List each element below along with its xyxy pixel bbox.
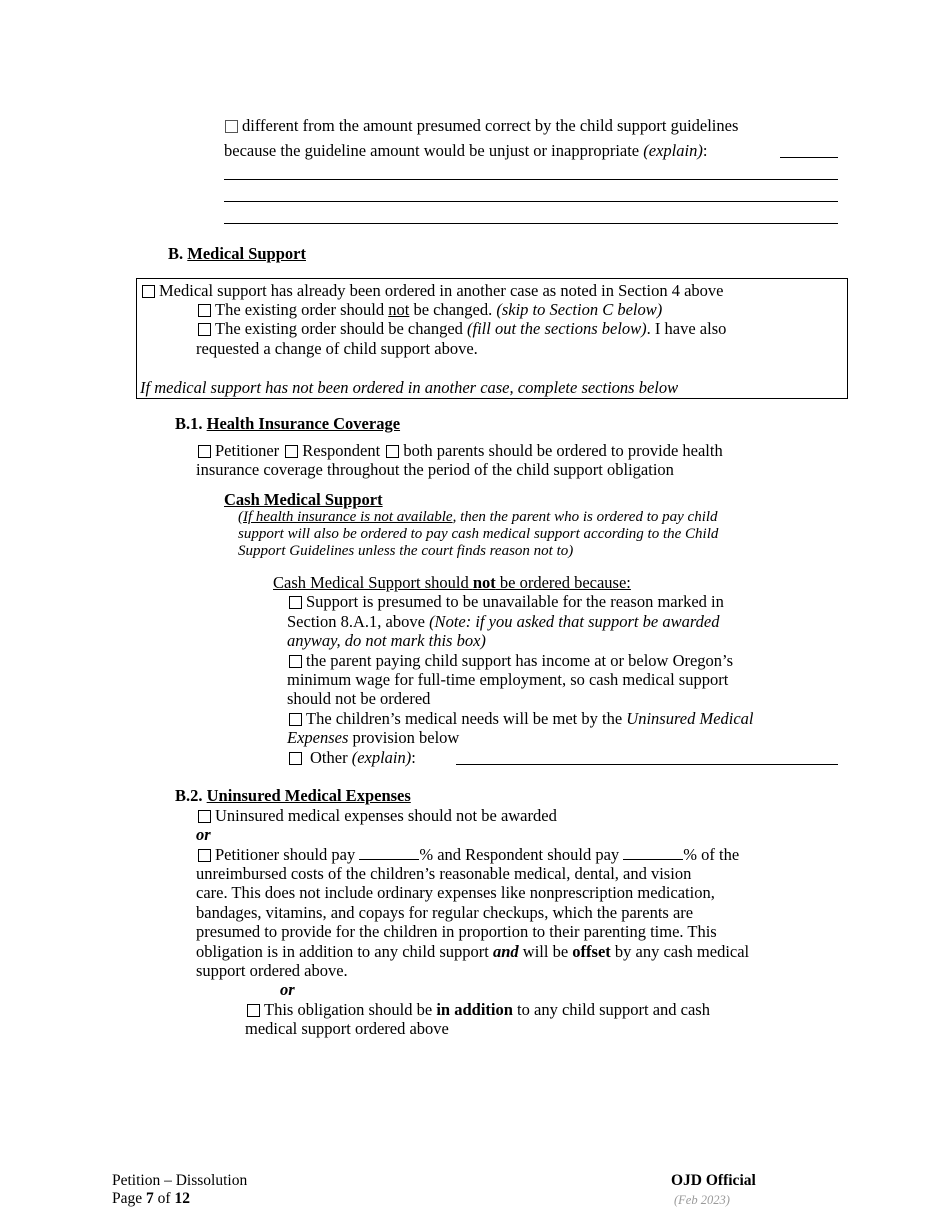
b2-percent-checkbox[interactable] [198,849,211,862]
b2-addition-checkbox[interactable] [247,1004,260,1017]
b2-q1a: This obligation should be [264,1000,437,1019]
reason-3-text-c: Expenses [287,728,349,747]
page-of: of [153,1190,175,1207]
reason-3-checkbox[interactable] [289,713,302,726]
deviation-explain-label: (explain) [643,141,703,160]
reason-1-line-1 [289,592,724,612]
respondent-percent-blank[interactable] [623,845,683,860]
because-c: be ordered because: [495,573,631,592]
petitioner-percent-blank[interactable] [359,845,419,860]
b1-heading [175,414,400,434]
b2-percent-line [198,845,739,865]
cash-note-paren: ( [238,509,243,525]
reason-3-text-b: Uninsured Medical [626,709,754,728]
b2-p6c: will be [518,942,573,961]
opt1-text-b: not [388,300,410,319]
reason-3-line-2 [287,728,459,748]
reason-1-text-b: Section 8.A.1, above [287,612,430,631]
b2-p3: care. This does not include ordinary expenses like nonprescription medication, [196,883,715,902]
deviation-explain-blank[interactable] [780,157,838,158]
reason-1-text-a: Support is presumed to be unavailable for the reason marked in [306,592,724,611]
cash-note-1 [238,509,718,527]
already-ordered-checkbox[interactable] [142,285,155,298]
explain-line-1[interactable] [224,179,838,180]
explain-line-2[interactable] [224,201,838,202]
deviation-text-1: different from the amount presumed correct by the child support guidelines [242,116,739,135]
cash-note-3: Support Guidelines unless the court finds reason not to) [238,543,574,559]
b1-respondent-checkbox[interactable] [285,445,298,458]
opt1-text-c: be changed. [409,300,497,319]
box-option-1 [198,300,662,320]
reason-4-line [289,748,416,768]
reason-1-line-2 [287,612,719,632]
cash-note-rest: , then the parent who is ordered to pay child [452,509,718,525]
section-b-title: Medical Support [187,244,306,263]
b2-p1c: % of the [683,845,740,864]
deviation-text-2: because the guideline amount would be unjust or inappropriate [224,141,644,160]
section-b-prefix: B. [168,244,188,263]
cash-note-2: support will also be ordered to pay cash medical support according to the Child [238,526,719,542]
reason-2-line-1 [289,651,733,671]
reason-1-line-3: anyway, do not mark this box) [287,631,486,650]
opt1-text-d: (skip to Section C below) [496,300,663,319]
b2-title: Uninsured Medical Expenses [206,786,411,805]
opt2-text-a: The existing order should be changed [215,319,468,338]
box-note: If medical support has not been ordered in another case, complete sections below [140,378,679,397]
because-b: not [472,573,496,592]
footer-date: (Feb 2023) [674,1193,730,1207]
b2-not-awarded-text: Uninsured medical expenses should not be awarded [215,806,557,825]
b2-prefix: B.2. [175,786,207,805]
opt2-text-c: . I have also [646,319,727,338]
reason-4-other: Other [310,748,352,767]
reason-2-text-a: the parent paying child support has income at or below Oregon’s [306,651,734,670]
reason-4-blank[interactable] [456,764,838,765]
page-label: Page [112,1190,147,1207]
b2-p6b: and [492,942,519,961]
reason-1-text-c: (Note: if you asked that support be awarded [429,612,720,631]
b2-p2: unreimbursed costs of the children’s reasonable medical, dental, and vision [196,864,692,883]
b2-heading [175,786,411,806]
b1-line-2: insurance coverage throughout the period of the child support obligation [196,460,674,479]
b2-p1a: Petitioner should pay [215,845,360,864]
cash-because-line [273,573,631,593]
box-option-2 [198,319,726,339]
b2-p4: bandages, vitamins, and copays for regular checkups, which the parents are [196,903,694,922]
b2-p6d: offset [572,942,611,961]
b2-p5: presumed to provide for the children in proportion to their parenting time. This [196,922,717,941]
b2-p7: support ordered above. [196,961,348,980]
b1-both-checkbox[interactable] [386,445,399,458]
b1-petitioner-label: Petitioner [215,441,280,460]
footer-doc-title: Petition – Dissolution [112,1172,248,1189]
not-changed-checkbox[interactable] [198,304,211,317]
b1-both-label: both parents should be ordered to provide health [403,441,723,460]
b2-addition-line-1 [247,1000,710,1020]
reason-1-checkbox[interactable] [289,596,302,609]
b2-or-2: or [280,980,295,999]
b2-p6a: obligation is in addition to any child support [196,942,493,961]
b2-or-1: or [196,825,211,844]
deviation-checkbox[interactable] [225,120,238,133]
deviation-colon: : [702,141,708,160]
reason-3-text-d: provision below [348,728,460,747]
b2-p6e: by any cash medical [610,942,750,961]
reason-3-text-a: The children’s medical needs will be met by the [306,709,627,728]
reason-2-checkbox[interactable] [289,655,302,668]
explain-line-3[interactable] [224,223,838,224]
b2-addition-line-2: medical support ordered above [245,1019,449,1038]
page-number: 7 [146,1190,154,1207]
footer-official: OJD Official [671,1172,756,1189]
reason-4-checkbox[interactable] [289,752,302,765]
box-option-2-cont: requested a change of child support above. [196,339,478,358]
opt2-text-b: (fill out the sections below) [467,319,647,338]
b2-p6 [196,942,749,962]
deviation-line-2 [224,141,707,161]
reason-4-colon: : [411,748,416,767]
b1-line-1 [198,441,723,461]
b1-petitioner-checkbox[interactable] [198,445,211,458]
footer-page [112,1190,190,1208]
reason-2-line-2: minimum wage for full-time employment, so cash medical support [287,670,729,689]
b1-respondent-label: Respondent [302,441,381,460]
b1-title: Health Insurance Coverage [206,414,401,433]
b2-p1b: % and Respondent should pay [419,845,624,864]
reason-3-line-1 [289,709,754,729]
b2-q1c: to any child support and cash [512,1000,710,1019]
already-ordered-text: Medical support has already been ordered in another case as noted in Section 4 above [159,281,724,300]
because-a: Cash Medical Support should [273,573,473,592]
page-total: 12 [174,1190,190,1207]
b1-prefix: B.1. [175,414,207,433]
reason-2-line-3: should not be ordered [287,689,431,708]
cash-note-underlined: If health insurance is not available [243,509,453,525]
b2-q1b: in addition [436,1000,513,1019]
cash-heading: Cash Medical Support [224,490,383,509]
box-line-1 [142,281,723,301]
opt1-text-a: The existing order should [215,300,389,319]
reason-4-explain: (explain) [351,748,412,767]
b2-option-1 [198,806,557,826]
section-b-heading [168,244,306,264]
changed-checkbox[interactable] [198,323,211,336]
b2-not-awarded-checkbox[interactable] [198,810,211,823]
deviation-line-1 [225,116,738,136]
